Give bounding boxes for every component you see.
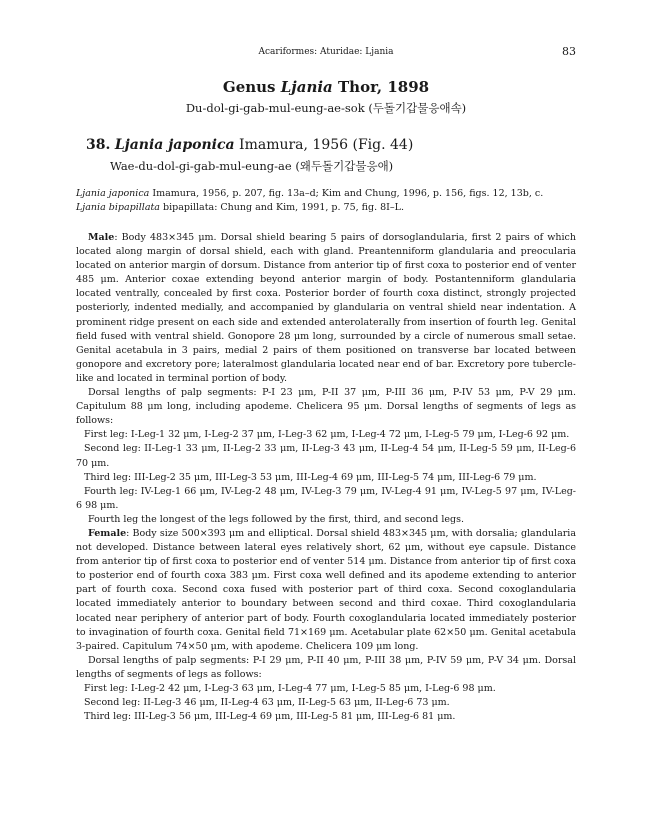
species-number: 38.: [86, 137, 111, 153]
genus-title: [0, 78, 652, 96]
description-body: [76, 231, 576, 724]
page-number: 83: [562, 45, 576, 58]
male-leg-note: Fourth leg the longest of the legs followed by the first, third, and second legs.: [88, 513, 464, 525]
male-fourth-leg: Fourth leg: IV-Leg-1 66 μm, IV-Leg-2 48 μm, IV-Leg-3 79 μm, IV-Leg-4 91 μm, IV-Leg-5 97 μm, IV-Leg-6 98 μm.: [76, 485, 576, 511]
species-heading: [86, 137, 413, 153]
synonymy-entry: Ljania bipapillata bipapillata: Chung and Kim, 1991, p. 75, fig. 8I–L.: [76, 202, 405, 213]
running-head: Acariformes: Aturidae: Ljania: [258, 47, 394, 57]
female-second-leg: Second leg: II-Leg-3 46 μm, II-Leg-4 63 μm, II-Leg-5 63 μm, II-Leg-6 73 μm.: [84, 697, 450, 709]
genus-korean-name: Du-dol-gi-gab-mul-eung-ae-sok (두돌기갑물응애속): [185, 101, 467, 115]
species-authority: Imamura, 1956 (Fig. 44): [239, 137, 414, 153]
species-name: Ljania japonica: [114, 137, 235, 153]
male-description: Male: Body 483×345 μm. Dorsal shield bearing 5 pairs of dorsoglandularia, first 2 pairs of which located along margin of dorsal shield, each with gland. Preantenniform glandularia and preocularia located on anterior margin of dorsum. Distance from anterior tip of first coxa to posterior end of venter 485 μm. Anterior coxae extending beyond anterior margin of body. Postantenniform glandularia located ventrally, concealed by first coxa. Posterior border of fourth coxa distinct, strongly projected posteriorly, indented medially, and accompanied by glandularia on ventral shield near indentation. A prominent ridge present on each side and extended anterolaterally from insertion of fourth leg. Genital field fused with ventral shield. Gonopore 28 μm long, surrounded by a circle of numerous small setae. Genital acetabula in 3 pairs, medial 2 pairs of them positioned on transverse bar located between gonopore and excretory pore; lateralmost glandularia located near end of bar. Excretory pore tubercle-like and located in terminal portion of body.: [76, 232, 576, 384]
genus-name: Ljania: [280, 78, 333, 96]
female-first-leg: First leg: I-Leg-2 42 μm, I-Leg-3 63 μm, I-Leg-4 77 μm, I-Leg-5 85 μm, I-Leg-6 98 μm.: [84, 683, 496, 694]
genus-label: Genus: [222, 78, 276, 96]
male-second-leg: Second leg: II-Leg-1 33 μm, II-Leg-2 33 μm, II-Leg-3 43 μm, II-Leg-4 54 μm, II-Leg-5 59 μm, II-Leg-6 70 μm.: [76, 443, 576, 469]
male-third-leg: Third leg: III-Leg-2 35 μm, III-Leg-3 53 μm, III-Leg-4 69 μm, III-Leg-5 74 μm, III-Leg-6 79 μm.: [84, 471, 537, 483]
synonymy-list: [76, 187, 576, 215]
species-korean-name: Wae-du-dol-gi-gab-mul-eung-ae (왜두돌기갑물응애): [110, 159, 394, 173]
male-palp-paragraph: Dorsal lengths of palp segments: P-I 23 μm, P-II 37 μm, P-III 36 μm, P-IV 53 μm, P-V 29 μm. Capitulum 88 μm long, including apodeme. Chelicera 95 μm. Dorsal lengths of segments of legs as follows:: [76, 387, 576, 427]
female-palp-paragraph: Dorsal lengths of palp segments: P-I 29 μm, P-II 40 μm, P-III 38 μm, P-IV 59 μm, P-V 34 μm. Dorsal lengths of segments of legs as follows:: [76, 654, 576, 680]
female-third-leg: Third leg: III-Leg-3 56 μm, III-Leg-4 69 μm, III-Leg-5 81 μm, III-Leg-6 81 μm.: [84, 711, 456, 723]
female-description: Female: Body size 500×393 μm and elliptical. Dorsal shield 483×345 μm, with dorsalia; glandularia not developed. Distance between lateral eyes relatively short, 62 μm, without eye capsule. Distance from anterior tip of first coxa to posterior end of venter 514 μm. Distance from anterior tip of first coxa to posterior end of fourth coxa 383 μm. First coxa well defined and its apodeme extending to anterior part of fourth coxa. Second coxa fused with posterior part of third coxa. Second coxoglandularia located immediately anterior to boundary between second and third coxae. Third coxoglandularia located near periphery of anterior part of body. Fourth coxoglandularia located immediately posterior to invagination of fourth coxa. Genital field 71×169 μm. Acetabular plate 62×50 μm. Genital acetabula 3-paired. Capitulum 74×50 μm, with apodeme. Chelicera 109 μm long.: [76, 527, 576, 652]
male-first-leg: First leg: I-Leg-1 32 μm, I-Leg-2 37 μm, I-Leg-3 62 μm, I-Leg-4 72 μm, I-Leg-5 79 μm, I-Leg-6 92 μm.: [84, 429, 570, 441]
genus-authority: Thor, 1898: [338, 78, 430, 96]
synonymy-entry: Ljania japonica Imamura, 1956, p. 207, fig. 13a–d; Kim and Chung, 1996, p. 156, figs. 12, 13b, c.: [76, 188, 544, 199]
